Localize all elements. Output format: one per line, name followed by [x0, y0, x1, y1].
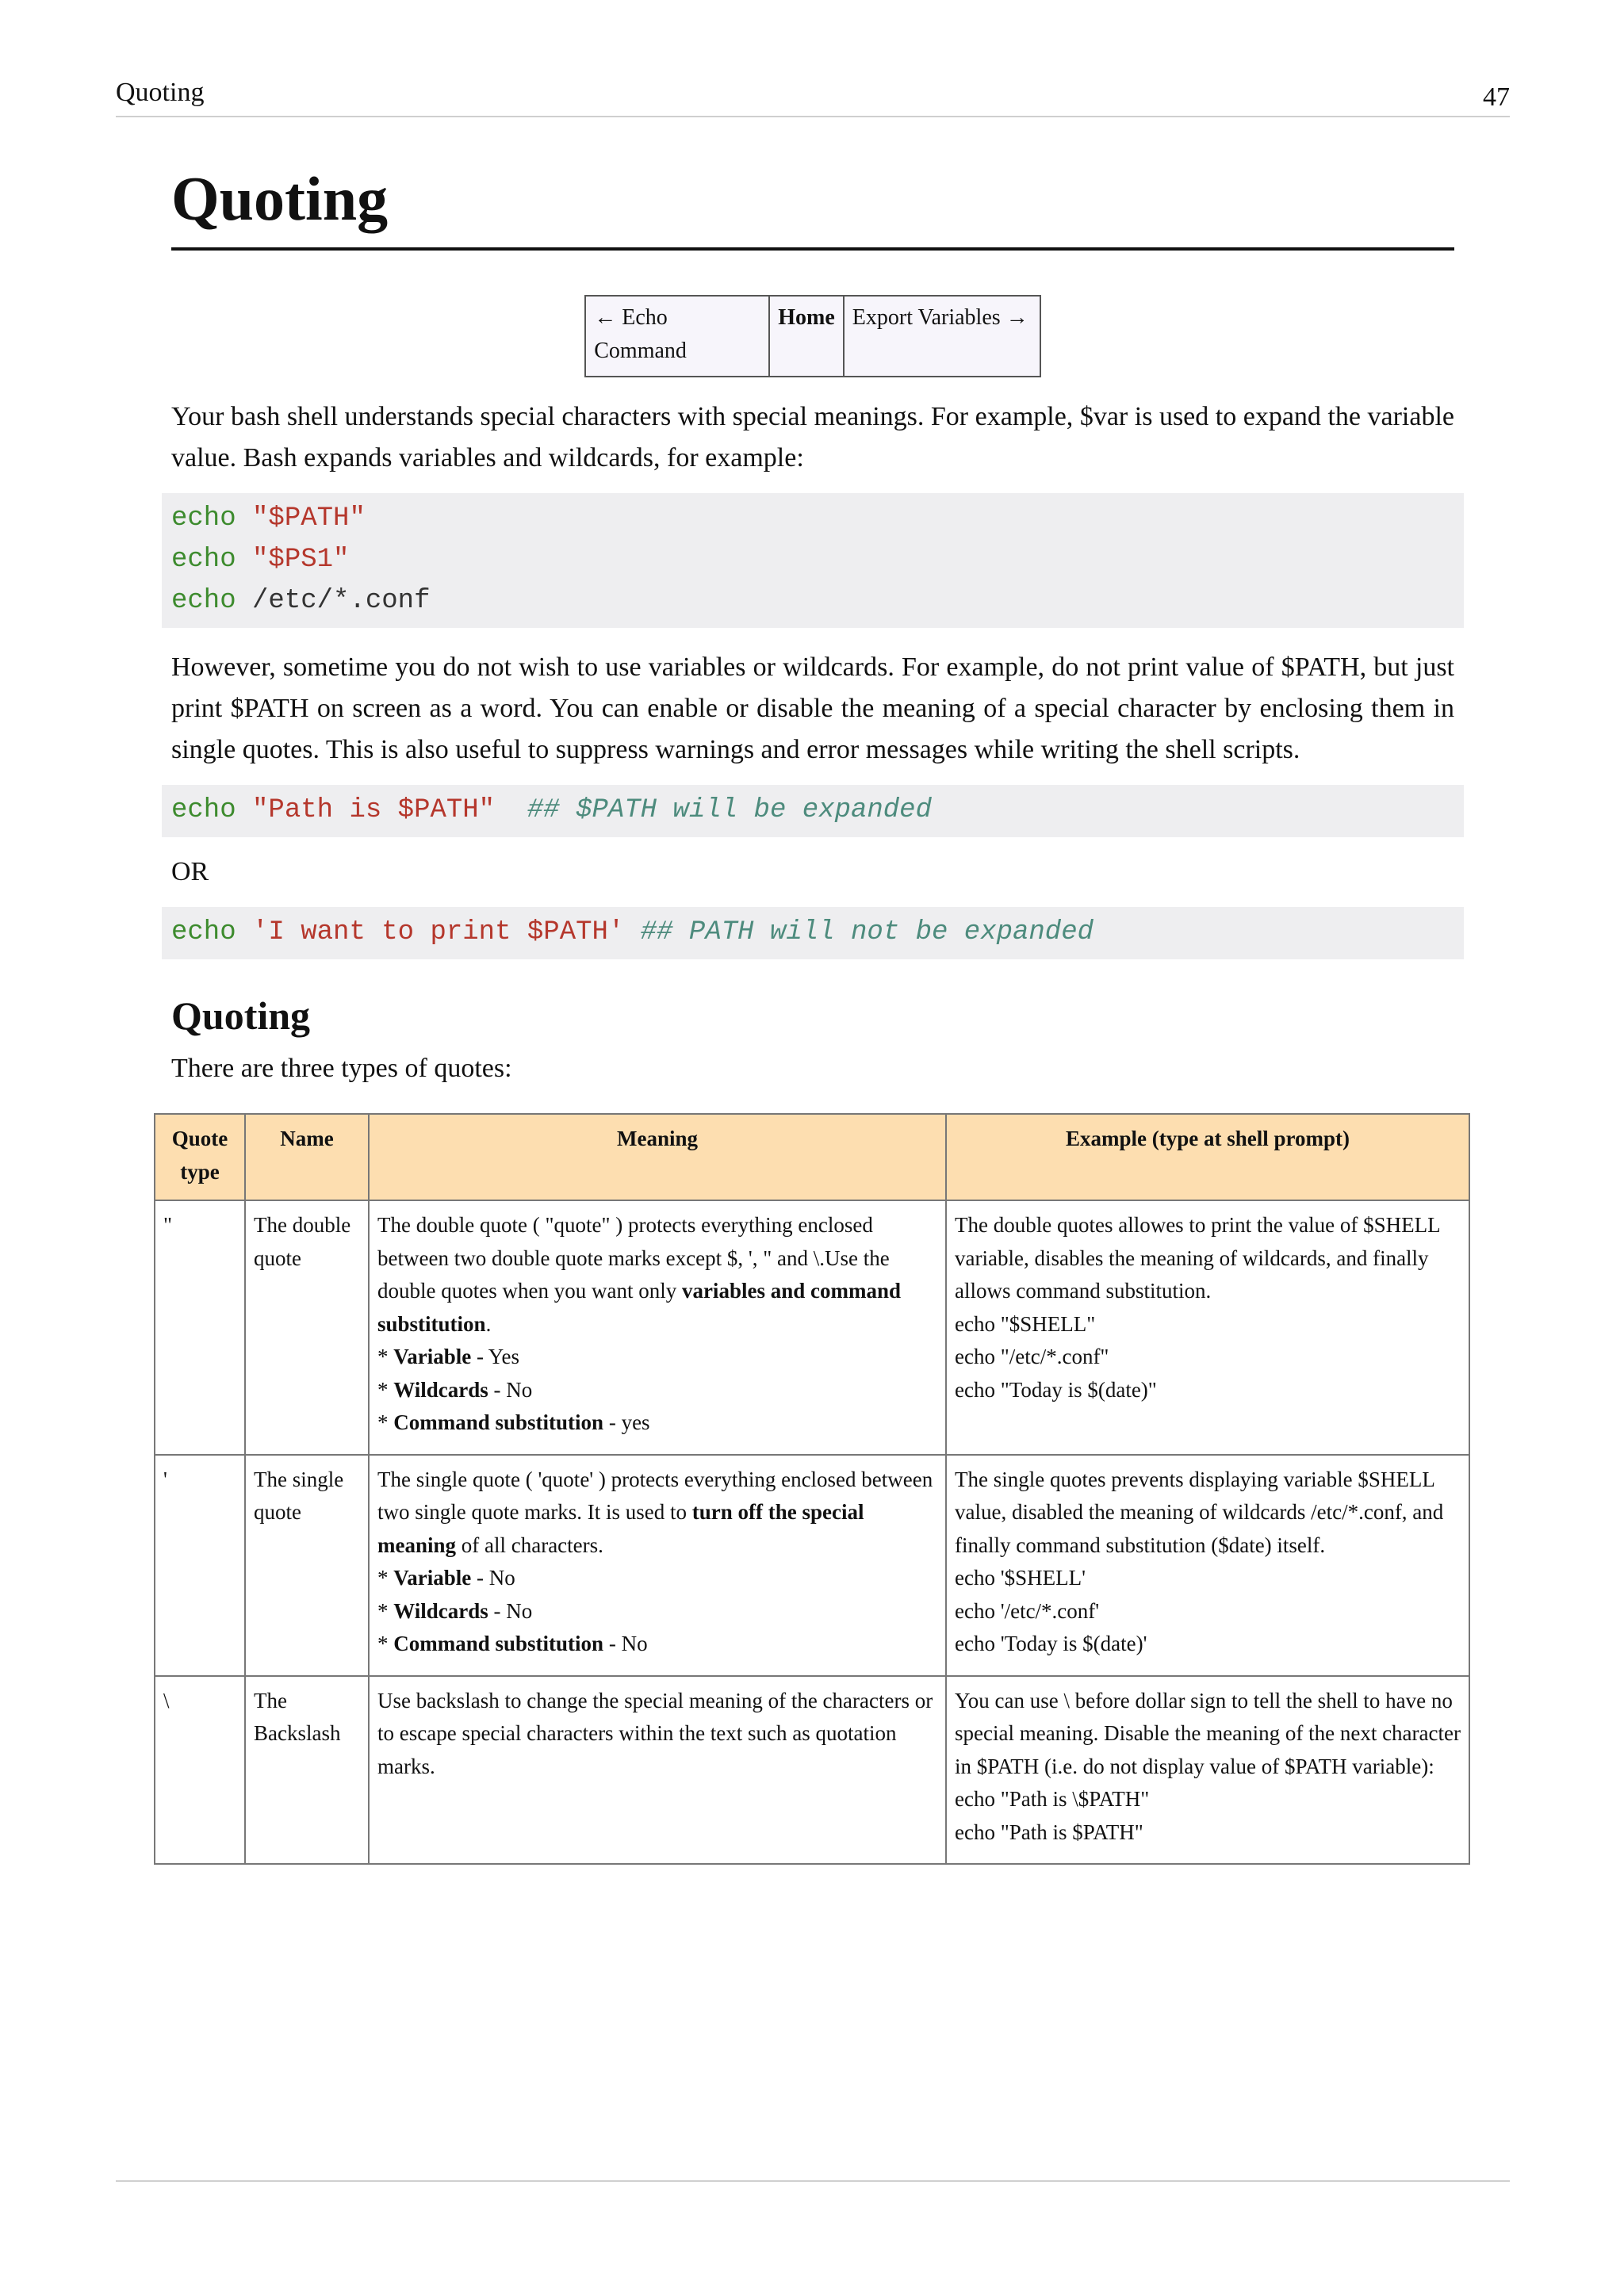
meaning-bold: turn off the special meaning [377, 1500, 864, 1557]
item-value: - No [488, 1598, 533, 1623]
running-title: Quoting [116, 78, 205, 107]
example-line: echo "Path is $PATH" [955, 1820, 1143, 1844]
code-comment: ## $PATH will be expanded [527, 795, 932, 825]
code-keyword: echo [171, 917, 236, 947]
example-line: echo "/etc/*.conf" [955, 1345, 1109, 1368]
item-value: - yes [603, 1410, 650, 1434]
navigation-table [584, 295, 1041, 377]
item-label: Variable [393, 1345, 472, 1368]
quote-name: The single quote [245, 1455, 369, 1676]
quote-char: " [155, 1200, 245, 1455]
item-value: - No [488, 1377, 533, 1402]
section-title: Quoting [171, 993, 311, 1038]
page-number: 47 [1483, 82, 1510, 112]
navigation-box [171, 295, 1454, 377]
item-label: Wildcards [393, 1377, 488, 1402]
quote-name: The double quote [245, 1200, 369, 1455]
quote-char: \ [155, 1676, 245, 1865]
example-text: The double quotes allowes to print the value of $SHELL variable, disables the meaning of wildcards, and finally allows command substitution. [955, 1213, 1440, 1303]
header-example: Example (type at shell prompt) [946, 1114, 1469, 1200]
quote-meaning: The single quote ( 'quote' ) protects everything enclosed between two single quote marks. It is used to turn off the special meaning of all characters. * Variable - No * Wildcards - No * Command substitution - No [369, 1455, 946, 1676]
item-label: Wildcards [393, 1598, 488, 1623]
quote-char: ' [155, 1455, 245, 1676]
quote-example [946, 1200, 1469, 1455]
code-string: "Path is $PATH" [252, 795, 496, 825]
item-label: Command substitution [393, 1410, 604, 1434]
code-keyword: echo [171, 586, 236, 616]
item-value: - No [603, 1632, 648, 1655]
meaning-text: The double quote ( "quote" ) protects everything enclosed between two double quote marks except $, ', " and \.Use the double quotes when you want only [377, 1213, 890, 1303]
header-meaning: Meaning [369, 1114, 946, 1200]
nav-home-link[interactable]: Home [769, 296, 844, 377]
code-argument: /etc/*.conf [252, 586, 431, 616]
item-value: - Yes [471, 1345, 520, 1368]
example-text: You can use \ before dollar sign to tell the shell to have no special meaning. Disable the meaning of the next character in $PATH (i.e. do not display value of $PATH variable): [955, 1688, 1461, 1778]
code-comment: ## PATH will not be expanded [640, 917, 1094, 947]
article-title: Quoting [171, 155, 1454, 251]
section-intro: There are three types of quotes: [171, 1054, 512, 1083]
meaning-bold: variables and command substitution [377, 1279, 901, 1336]
meaning-text: The single quote ( 'quote' ) protects everything enclosed between two single quote marks. It is used to [377, 1467, 933, 1524]
example-text: The single quotes prevents displaying variable $SHELL value, disabled the meaning of wildcards /etc/*.conf, and finally command substitution ($date) itself. [955, 1467, 1444, 1557]
table-row [155, 1200, 1469, 1455]
quote-meaning: Use backslash to change the special meaning of the characters or to escape special characters within the text such as quotation marks. [369, 1676, 946, 1865]
quote-name: The Backslash [245, 1676, 369, 1865]
code-block-expansion [162, 493, 1464, 628]
header-name: Name [245, 1114, 369, 1200]
code-keyword: echo [171, 545, 236, 575]
code-keyword: echo [171, 795, 236, 825]
example-line: echo 'Today is $(date)' [955, 1632, 1147, 1655]
code-string: "$PS1" [252, 545, 350, 575]
example-line: echo "Path is \$PATH" [955, 1787, 1150, 1811]
nav-prev-link[interactable]: ← Echo Command [585, 296, 769, 377]
item-value: - No [471, 1566, 515, 1590]
paragraph-single-quotes: However, sometime you do not wish to use variables or wildcards. For example, do not print value of $PATH, but just print $PATH on screen as a word. You can enable or disable the meaning of a special character by enclosing them in single quotes. This is also useful to suppress warnings and error messages while writing the shell scripts. [171, 652, 1454, 764]
quote-types-table [154, 1113, 1470, 1865]
example-line: echo "$SHELL" [955, 1311, 1096, 1336]
example-line: echo '/etc/*.conf' [955, 1598, 1100, 1623]
page-footer-rule [116, 2180, 1510, 2182]
code-string: 'I want to print $PATH' [252, 917, 625, 947]
item-label: Variable [393, 1566, 472, 1590]
code-keyword: echo [171, 503, 236, 534]
page-header [116, 78, 1510, 117]
quote-example [946, 1455, 1469, 1676]
table-header-row [155, 1114, 1469, 1200]
table-row [155, 1676, 1469, 1865]
header-quote-type: Quote type [155, 1114, 245, 1200]
nav-next-link[interactable]: Export Variables → [844, 296, 1040, 377]
intro-paragraph: Your bash shell understands special characters with special meanings. For example, $var is used to expand the variable value. Bash expands variables and wildcards, for example: [171, 402, 1454, 473]
meaning-text: of all characters. [456, 1533, 603, 1557]
example-line: echo '$SHELL' [955, 1566, 1086, 1590]
article-body [163, 155, 1461, 1865]
or-text: OR [171, 857, 209, 886]
item-label: Command substitution [393, 1632, 604, 1655]
code-block-double-quote [162, 785, 1464, 837]
table-row [155, 1455, 1469, 1676]
quote-meaning: The double quote ( "quote" ) protects everything enclosed between two double quote marks except $, ', " and \.Use the double quotes when you want only variables and command substitution. * Variable - Yes * Wildcards - No * Command substitution - yes [369, 1200, 946, 1455]
code-string: "$PATH" [252, 503, 366, 534]
quote-example [946, 1676, 1469, 1865]
code-block-single-quote [162, 907, 1464, 959]
example-line: echo "Today is $(date)" [955, 1377, 1157, 1402]
meaning-text: . [485, 1311, 492, 1336]
